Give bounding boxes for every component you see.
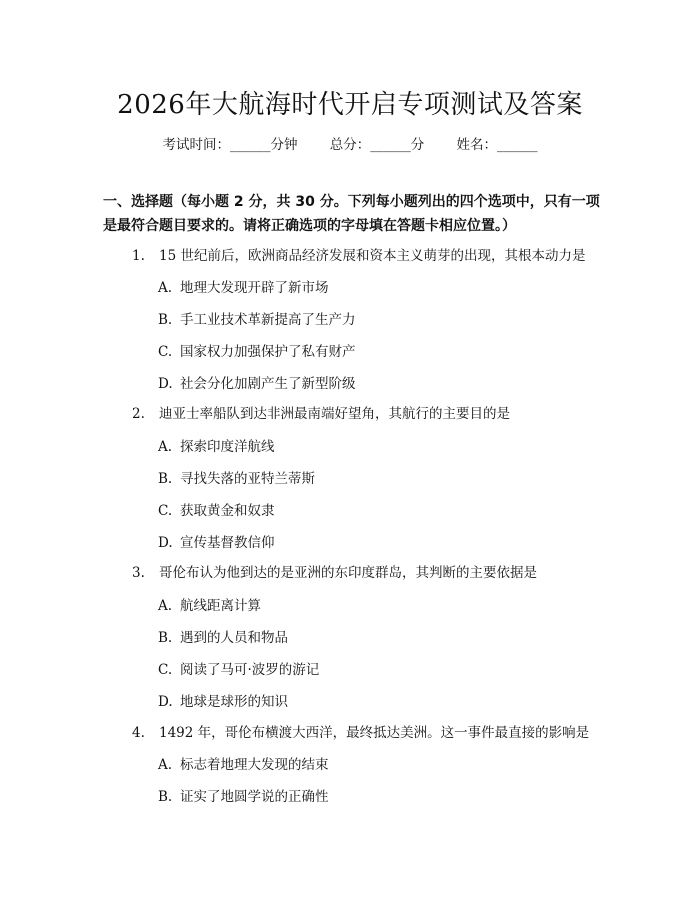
option [158,435,275,455]
option [158,753,329,773]
option [158,276,329,296]
question-text: 迪亚士率船队到达非洲最南端好望角，其航行的主要目的是 [159,406,510,422]
option-text: 国家权力加强保护了私有财产 [180,344,356,360]
question-text: 15 世纪前后，欧洲商品经济发展和资本主义萌芽的出现，其根本动力是 [159,248,586,264]
question [132,402,510,422]
total-score-blank: ______ [370,137,411,153]
question-number: 1. [132,248,145,264]
option [158,594,261,614]
option-letter: A. [158,598,173,614]
option-letter: B. [158,471,173,487]
option-letter: D. [158,376,173,392]
option-letter: B. [158,789,173,805]
option-text: 航线距离计算 [180,598,261,614]
option [158,785,329,805]
option [158,308,356,328]
option-letter: C. [158,662,173,678]
option [158,658,319,678]
student-name [457,133,538,153]
option-text: 地球是球形的知识 [180,694,288,710]
option-text: 手工业技术革新提高了生产力 [180,312,356,328]
option-letter: D. [158,694,173,710]
option-text: 宣传基督教信仰 [180,535,275,551]
option-letter: C. [158,503,173,519]
question-text: 哥伦布认为他到达的是亚洲的东印度群岛，其判断的主要依据是 [159,565,537,581]
option [158,690,288,710]
option [158,467,315,487]
option-text: 标志着地理大发现的结束 [180,757,329,773]
exam-time-unit: 分钟 [270,137,298,153]
question-text: 1492 年，哥伦布横渡大西洋，最终抵达美洲。这一事件最直接的影响是 [159,725,590,741]
option-letter: A. [158,280,173,296]
question-number: 4. [132,725,145,741]
total-score [330,133,425,153]
question [132,561,537,581]
option-text: 寻找失落的亚特兰蒂斯 [180,471,315,487]
option-letter: C. [158,344,173,360]
option-text: 地理大发现开辟了新市场 [180,280,329,296]
option [158,340,356,360]
student-name-label: 姓名： [456,137,498,153]
page-title: 2026年大航海时代开启专项测试及答案 [117,90,583,120]
option [158,499,275,519]
student-name-blank: ______ [497,137,538,153]
exam-time [162,133,297,153]
question-number: 2. [132,406,145,422]
option-letter: B. [158,312,173,328]
option-letter: B. [158,630,173,646]
option [158,531,275,551]
exam-info-line [0,133,700,153]
question [132,721,589,741]
option-letter: A. [158,757,173,773]
option [158,626,288,646]
option-text: 遇到的人员和物品 [180,630,288,646]
total-score-unit: 分 [410,137,425,153]
exam-time-label: 考试时间： [162,137,230,153]
total-score-label: 总分： [329,137,371,153]
section-heading: 一、选择题（每小题 2 分，共 30 分。下列每小题列出的四个选项中，只有一项是最符合题目要求的。请将正确选项的字母填在答题卡相应位置。） [103,194,600,234]
option-text: 社会分化加剧产生了新型阶级 [180,376,356,392]
question [132,244,585,264]
option-letter: D. [158,535,173,551]
option [158,372,356,392]
option-text: 获取黄金和奴隶 [180,503,275,519]
option-text: 阅读了马可·波罗的游记 [180,662,320,678]
option-text: 证实了地圆学说的正确性 [180,789,329,805]
exam-time-blank: ______ [229,137,271,153]
option-text: 探索印度洋航线 [180,439,275,455]
option-letter: A. [158,439,173,455]
question-number: 3. [132,565,145,581]
